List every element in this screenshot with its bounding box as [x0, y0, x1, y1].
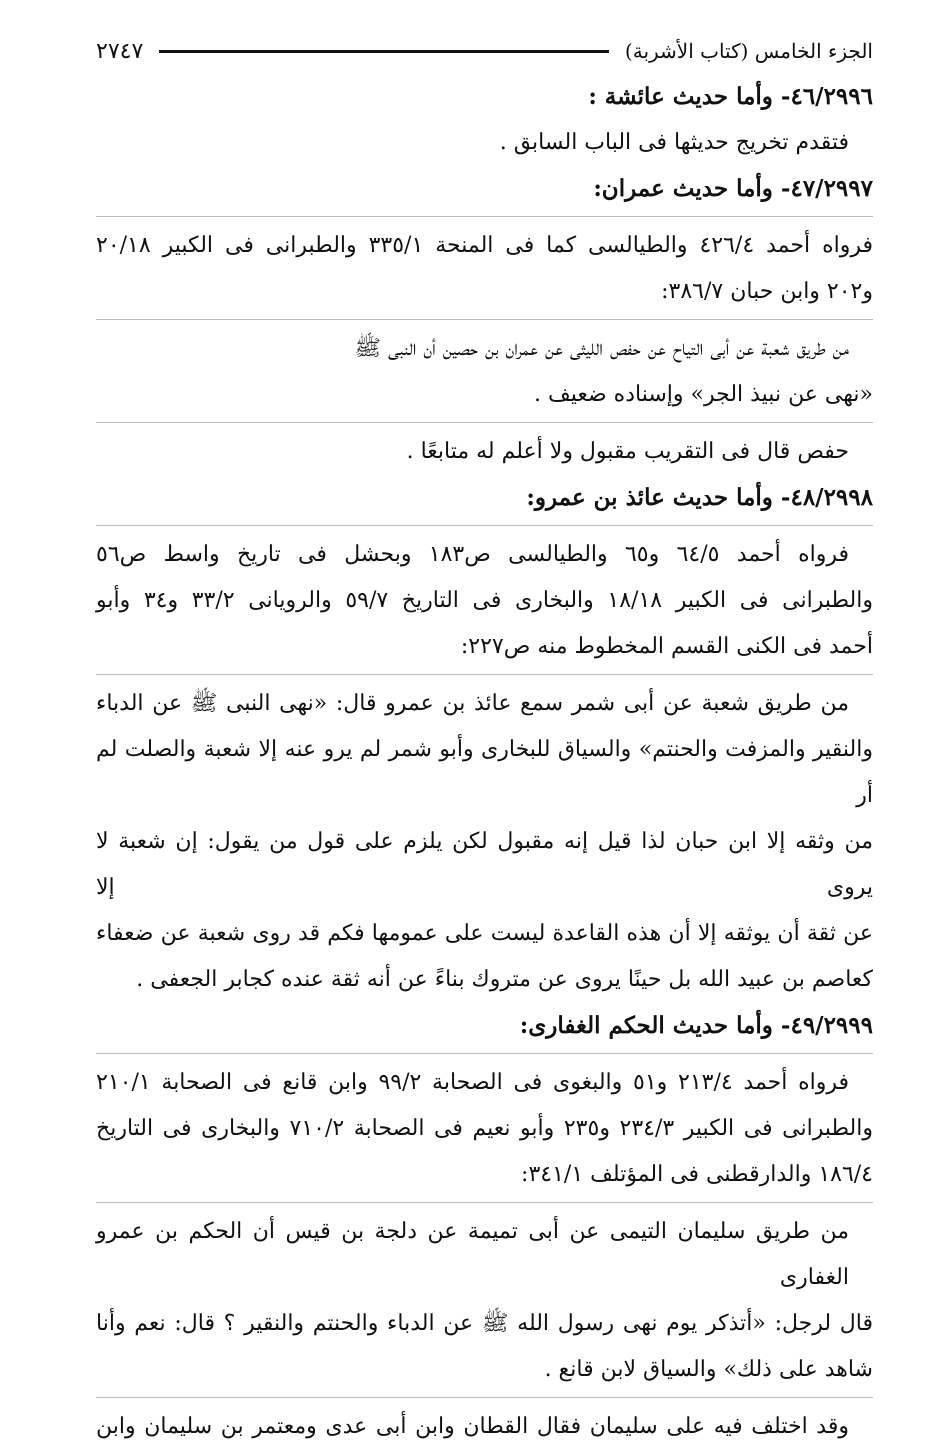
text-line: وقد اختلف فيه على سليمان فقال القطان وابن أبى عدى ومعتمر بن سليمان وابن [96, 1414, 849, 1439]
divider [96, 319, 873, 320]
text-line: فرواه أحمد ٢١٣/٤ و٥١ والبغوى فى الصحابة ٩٩/٢ وابن قانع فى الصحابة ٢١٠/١ [96, 1070, 849, 1095]
section-hadith-aisha [96, 74, 873, 166]
section-heading: ٤٨/٢٩٩٨- وأما حديث عائذ بن عمرو: [526, 484, 873, 511]
divider [96, 216, 873, 217]
text-line: ١٨٦/٤ والدارقطنى فى المؤتلف ٣٤١/١: [521, 1162, 873, 1187]
text-line: عن ثقة أن يوثقه إلا أن هذه القاعدة ليست على عمومها فكم قد روى شعبة عن ضعفاء [96, 921, 873, 946]
divider [96, 1053, 873, 1054]
text-line: أحمد فى الكنى القسم المخطوط منه ص٢٢٧: [460, 634, 873, 659]
page-number: ٢٧٤٧ [96, 38, 144, 64]
text-line: و٢٠٢ وابن حبان ٣٨٦/٧: [661, 279, 873, 304]
text-line: شاهد على ذلك» والسياق لابن قانع . [544, 1357, 873, 1382]
divider [96, 525, 873, 526]
divider [96, 674, 873, 675]
text-line: فرواه أحمد ٤٢٦/٤ والطيالسى كما فى المنحة ٣٣٥/١ والطبرانى فى الكبير ٢٠/١٨ [96, 233, 873, 258]
text-line: كعاصم بن عبيد الله بل حينًا يروى عن متروك بناءً عن أنه ثقة عنده كجابر الجعفى . [136, 967, 873, 992]
section-heading: ٤٧/٢٩٩٧- وأما حديث عمران: [593, 175, 873, 202]
document-page [96, 28, 873, 1450]
divider [96, 422, 873, 423]
section-hadith-aidh [96, 475, 873, 1003]
text-line: من طريق شعبة عن أبى شمر سمع عائذ بن عمرو قال: «نهى النبى ﷺ عن الدباء [96, 691, 849, 716]
text-line: من طريق سليمان التيمى عن أبى تميمة عن دلجة بن قيس أن الحكم بن عمرو الغفارى [96, 1219, 849, 1290]
text-line: من طريق شعبة عن أبى التياح عن حفص الليثى عن عمران بن حصين أن النبى ﷺ [354, 336, 849, 361]
text-line: والطبرانى فى الكبير ٢٣٤/٣ و٢٣٥ وأبو نعيم فى الصحابة ٧١٠/٢ والبخارى فى التاريخ [96, 1116, 873, 1141]
text-line: قال لرجل: «أتذكر يوم نهى رسول الله ﷺ عن الدباء والحنتم والنقير ؟ قال: نعم وأنا [96, 1311, 873, 1336]
section-heading: ٤٦/٢٩٩٦- وأما حديث عائشة : [588, 83, 873, 110]
header-title: الجزء الخامس (كتاب الأشربة) [624, 39, 873, 63]
text-line: من وثقه إلا ابن حبان لذا قيل إنه مقبول لكن يلزم على قول من يقول: إن شعبة لا يروى إلا [96, 829, 873, 900]
section-hadith-hakam [96, 1003, 873, 1450]
text-line: حفص قال فى التقريب مقبول ولا أعلم له متابعًا . [406, 439, 849, 464]
section-hadith-imran [96, 166, 873, 475]
text-line: والطبرانى فى الكبير ١٨/١٨ والبخارى فى التاريخ ٥٩/٧ والرويانى ٣٣/٢ و٣٤ وأبو [96, 588, 873, 613]
divider [96, 1397, 873, 1398]
text-line: والنقير والمزفت والحنتم» والسياق للبخارى وأبو شمر لم يرو عنه إلا شعبة والصلت لم أر [96, 737, 873, 808]
divider [96, 1202, 873, 1203]
running-header [96, 28, 873, 74]
text-line: فتقدم تخريج حديثها فى الباب السابق . [499, 130, 849, 155]
text-line: فرواه أحمد ٦٤/٥ و٦٥ والطيالسى ص١٨٣ وبحشل فى تاريخ واسط ص٥٦ [96, 542, 849, 567]
text-line: «نهى عن نبيذ الجر» وإسناده ضعيف . [534, 382, 873, 407]
header-rule [159, 50, 609, 53]
section-heading: ٤٩/٢٩٩٩- وأما حديث الحكم الغفارى: [519, 1012, 873, 1039]
